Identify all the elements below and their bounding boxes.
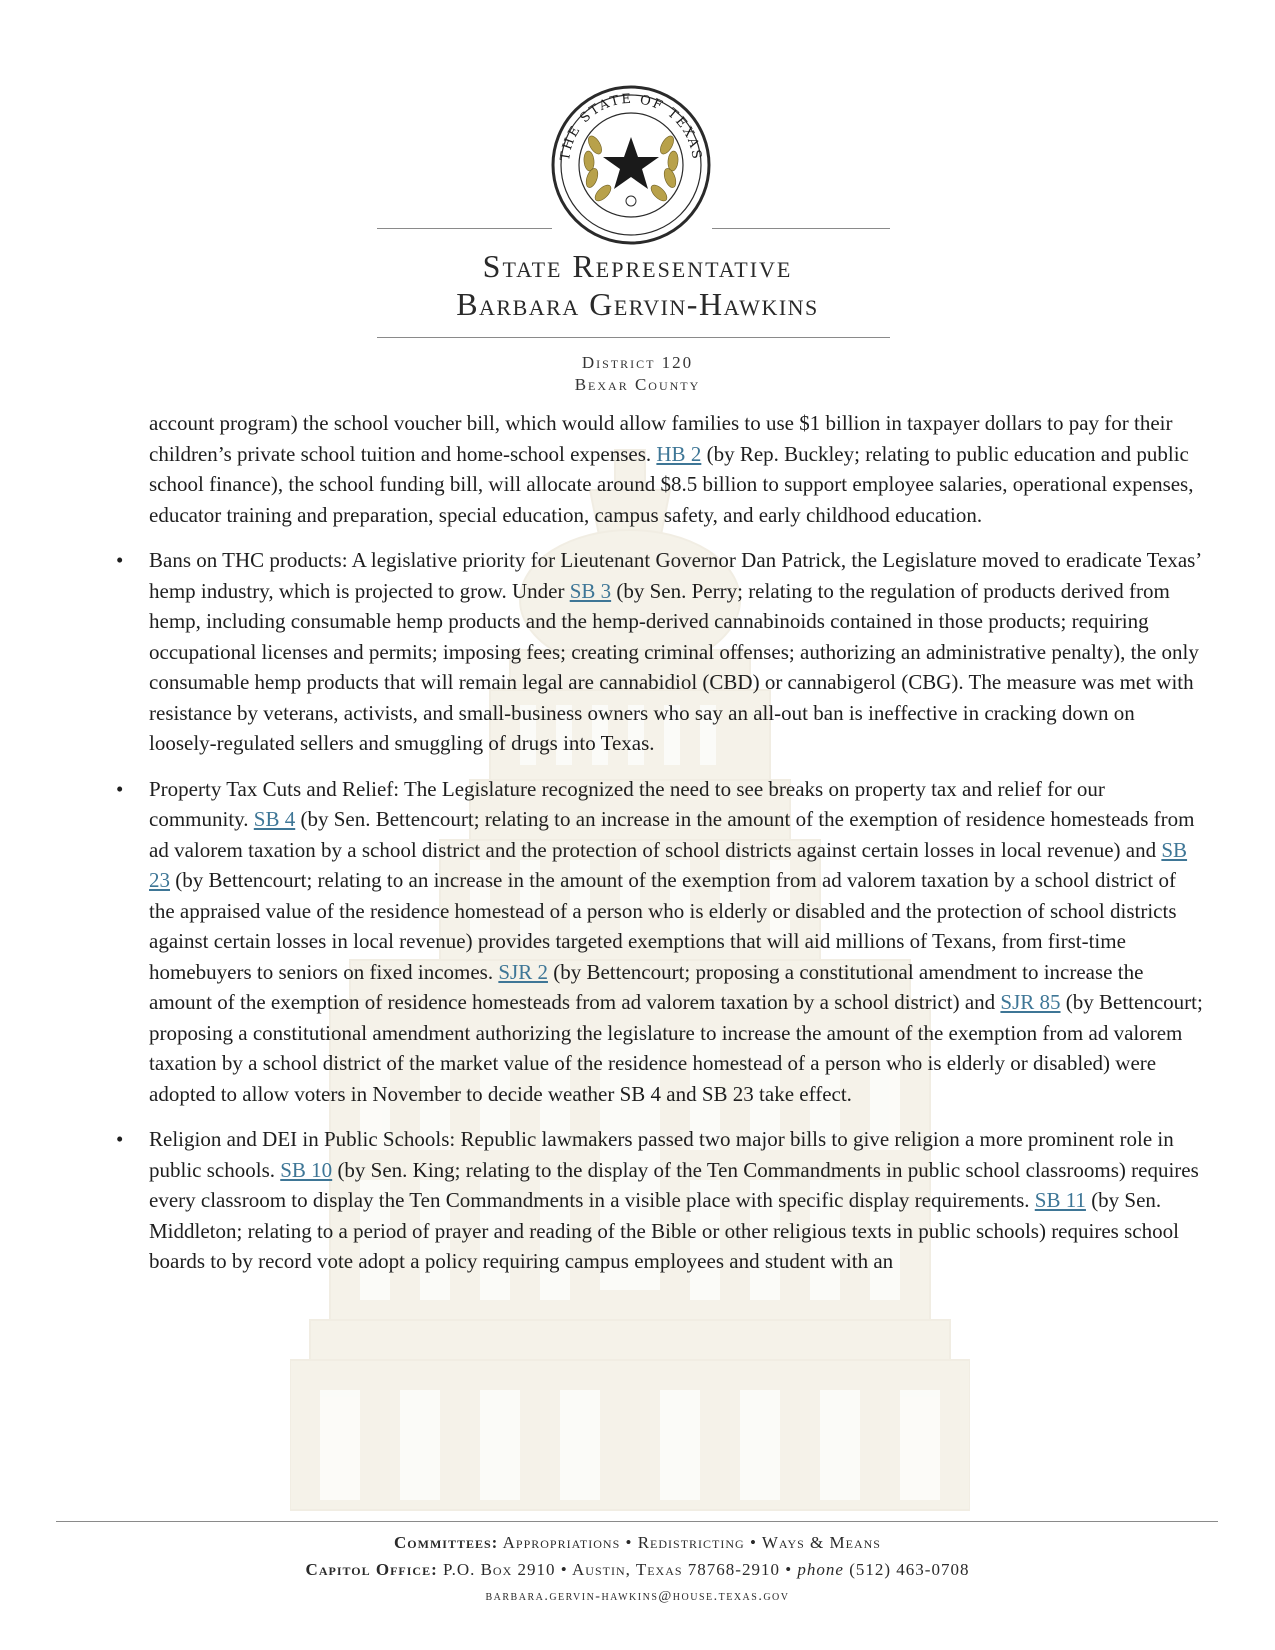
letter-body xyxy=(116,408,1204,1292)
footer-capitol-office xyxy=(0,1560,1275,1580)
text-segment: (by Bettencourt; proposing a constitutional amendment to increase the amount of the exemption of residence homesteads from ad valorem taxation by a school district) and xyxy=(149,959,1144,1014)
text-segment: (by Sen. King; relating to the display of the Ten Commandments in public school classrooms) requires every classroom to display the Ten Commandments in a visible place with specific display requirements. xyxy=(149,1157,1199,1212)
header-rule-right xyxy=(712,228,890,229)
bullet-icon: • xyxy=(116,1127,124,1151)
text-segment: (by Bettencourt; proposing a constitutional amendment authorizing the legislature to increase the amount of the exemption from ad valorem taxation by a school district of the market value of the residence homestead of a person who is elderly or disabled) were adopted to allow voters in November to decide weather SB 4 and SB 23 take effect. xyxy=(149,990,1203,1106)
committees-list: Appropriations • Redistricting • Ways & Means xyxy=(502,1533,881,1552)
bill-link-sb-23[interactable]: SB 23 xyxy=(149,837,1188,892)
bill-link-sjr-85[interactable]: SJR 85 xyxy=(1000,990,1061,1014)
bullet-icon: • xyxy=(116,776,124,801)
text-segment: Religion and DEI in Public Schools: Republic lawmakers passed two major bills to give religion a more prominent role in public schools. xyxy=(149,1127,1174,1182)
text-segment: (by Bettencourt; relating to an increase in the amount of the exemption from ad valorem taxation by a school district of the appraised value of the residence homestead of a person who is elderly or disabled and the protection of school districts against certain losses in local revenue) provides targeted exemptions that will aid millions of Texans, from first-time homebuyers to seniors on fixed incomes. xyxy=(149,868,1177,984)
representative-name: Barbara Gervin-Hawkins xyxy=(456,286,819,322)
texas-state-seal xyxy=(551,85,711,245)
representative-title: State Representative xyxy=(482,248,793,284)
text-segment: (by Sen. Bettencourt; relating to an increase in the amount of the exemption of residence homesteads from ad valorem taxation by a school district and the protection of school districts against certain losses in local revenue) and xyxy=(149,807,1195,862)
bullet-icon: • xyxy=(116,548,124,572)
bill-link-sb-3[interactable]: SB 3 xyxy=(569,578,612,603)
bill-link-sb-11[interactable]: SB 11 xyxy=(1034,1188,1086,1212)
bill-link-sb-10[interactable]: SB 10 xyxy=(280,1157,333,1182)
capitol-office-address: P.O. Box 2910 • Austin, Texas 78768-2910 • xyxy=(443,1560,798,1579)
footer-committees xyxy=(0,1533,1275,1553)
continued-paragraph xyxy=(149,408,1204,530)
text-segment: (by Sen. Middleton; relating to a period of prayer and reading of the Bible or other religious texts in public schools) requires school boards to by record vote adopt a policy requiring campus employees and student with an xyxy=(149,1188,1179,1273)
list-item-religion-dei xyxy=(116,1124,1204,1277)
footer-rule xyxy=(56,1521,1218,1522)
bill-link-sjr-2[interactable]: SJR 2 xyxy=(498,959,548,984)
legislation-list xyxy=(116,545,1204,1277)
capitol-office-label: Capitol Office: xyxy=(305,1560,438,1579)
text-segment: (by Rep. Buckley; relating to public education and public school finance), the school funding bill, will allocate around $8.5 billion to support employee salaries, operational expenses, educator training and preparation, special education, campus safety, and early childhood education. xyxy=(149,441,1194,527)
header-rule-left xyxy=(377,228,552,229)
text-segment: account program) the school voucher bill, which would allow families to use $1 billion in taxpayer dollars to pay for their children’s private school tuition and home-school expenses. xyxy=(149,411,1173,466)
seal-text: THE STATE OF TEXAS xyxy=(558,91,704,162)
county-label: Bexar County xyxy=(574,375,701,394)
text-segment: (by Sen. Perry; relating to the regulation of products derived from hemp, including consumable hemp products and the hemp-derived cannabinoids contained in those products; requiring occupational licenses and permits; imposing fees; creating criminal offenses; authorizing an administrative penalty), the only consumable hemp products that will remain legal are cannabidiol (CBD) or cannabigerol (CBG). The measure was met with resistance by veterans, activists, and small-business owners who say an all-out ban is ineffective in cracking down on loosely-regulated sellers and smuggling of drugs into Texas. xyxy=(149,578,1199,755)
phone-label: phone xyxy=(797,1560,844,1579)
text-segment: Property Tax Cuts and Relief: The Legislature recognized the need to see breaks on property tax and relief for our community. xyxy=(149,776,1105,831)
bill-link-hb-2[interactable]: HB 2 xyxy=(656,441,702,466)
footer-email[interactable]: barbara.gervin-hawkins@house.texas.gov xyxy=(485,1589,790,1604)
committees-label: Committees: xyxy=(394,1533,499,1552)
header-rule-bottom xyxy=(377,337,890,338)
phone-number: (512) 463-0708 xyxy=(843,1560,970,1579)
list-item-thc-ban xyxy=(116,545,1204,759)
list-item-property-tax xyxy=(116,774,1204,1110)
district-label: District 120 xyxy=(581,353,694,372)
bill-link-sb-4[interactable]: SB 4 xyxy=(253,807,296,831)
text-segment: Bans on THC products: A legislative priority for Lieutenant Governor Dan Patrick, the Legislature moved to eradicate Texas’ hemp industry, which is projected to grow. Under xyxy=(149,548,1201,603)
